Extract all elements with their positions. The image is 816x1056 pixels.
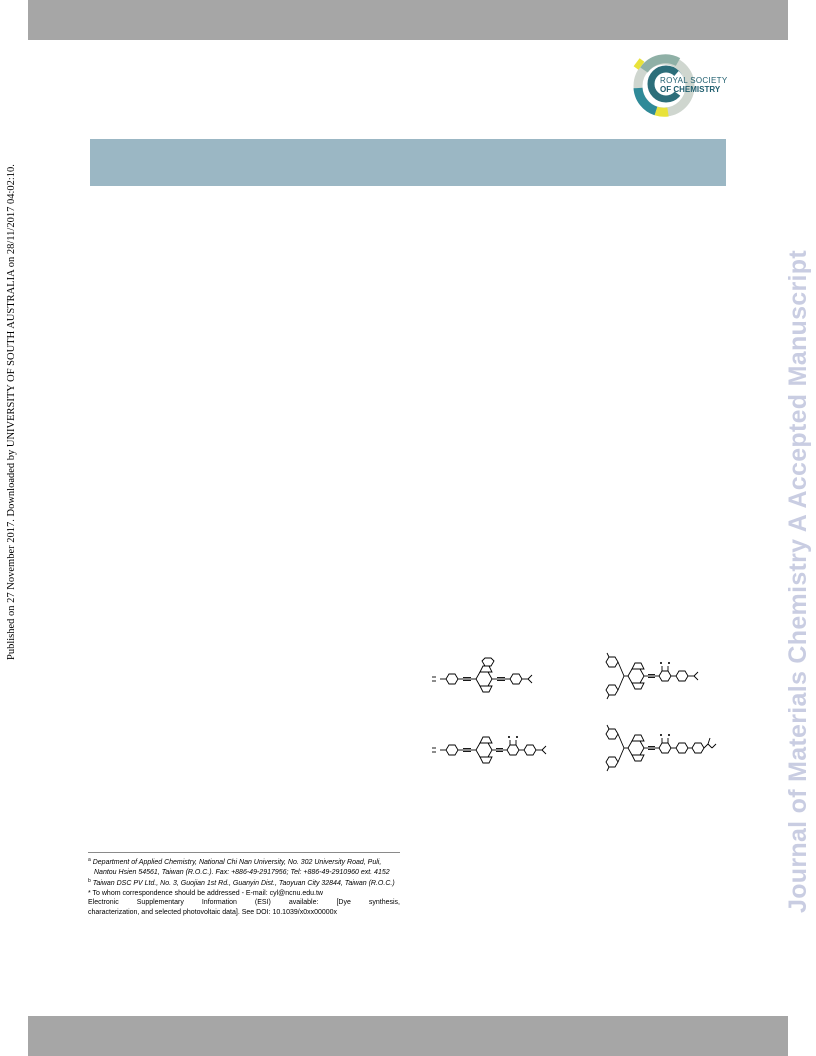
affiliation-a-marker: a <box>88 857 91 863</box>
esi-note-line2: characterization, and selected photovoltaic data]. See DOI: 10.1039/x0xx00000x <box>88 908 338 916</box>
affiliation-a <box>88 856 400 877</box>
correspondence-note: * To whom correspondence should be addressed - E-mail: cyl@ncnu.edu.tw <box>88 889 323 897</box>
bottom-gray-bar <box>28 1016 788 1056</box>
esi-note-line1: Electronic Supplementary Information (ESI) available: [Dye synthesis, <box>88 899 400 906</box>
affiliation-a-text: Department of Applied Chemistry, National Chi Nan University, No. 302 University Road, Puli, Nantou Hsien 54561, Taiwan (R.O.C.). Fax: +886-49-2917956; Tel: +886-49-2910960 ext. 4152 <box>92 859 390 876</box>
dye-structure-3 <box>430 726 560 774</box>
accepted-manuscript-watermark: Journal of Materials Chemistry A Accepted Manuscript <box>784 250 812 913</box>
dye-structure-4 <box>598 724 720 776</box>
dye-structure-1 <box>430 657 570 701</box>
top-gray-bar <box>28 0 788 40</box>
footnotes <box>88 852 400 917</box>
publication-notice: Published on 27 November 2017. Downloaded by UNIVERSITY OF SOUTH AUSTRALIA on 28/11/2017 04:02:10. <box>6 164 17 660</box>
logo-line1: ROYAL SOCIETY <box>660 76 728 85</box>
header-band <box>90 139 726 186</box>
affiliation-b <box>88 877 400 889</box>
dye-structure-2 <box>598 652 708 704</box>
rsc-logo-text <box>660 76 727 94</box>
affiliation-b-marker: b <box>88 878 91 884</box>
logo-line2: OF CHEMISTRY <box>660 85 721 94</box>
affiliation-b-text: Taiwan DSC PV Ltd., No. 3, Guojian 1st Rd., Guanyin Dist., Taoyuan City 32844, Taiwan (R.O.C.) <box>92 880 395 887</box>
